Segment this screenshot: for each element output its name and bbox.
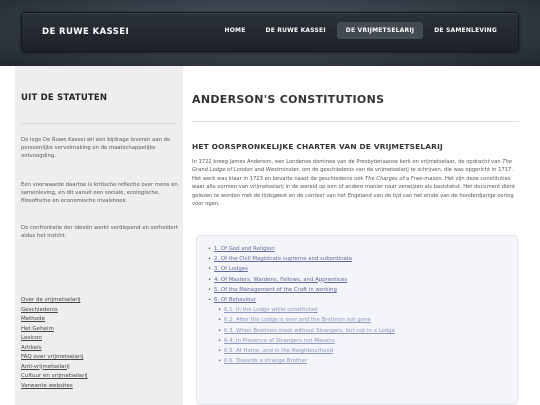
sidebar-link-faq[interactable]: FAQ over vrijmetselarij: [21, 354, 84, 360]
sidebar-link-item: [21, 334, 88, 344]
toc-item: • 4. Of Masters, Wardens, Fellows, and Apprentices: [208, 276, 348, 283]
toc-item: • 6. Of Behaviour: [208, 297, 257, 304]
main-nav: [214, 22, 506, 39]
sidebar-link-het-geheim[interactable]: Het Geheim: [21, 325, 54, 332]
toc-link[interactable]: 5. Of the Management of the Craft in working: [214, 286, 337, 293]
toc-sublink[interactable]: 6.5. At Home, and in the Neighbourhood: [224, 348, 334, 355]
toc-list: [208, 244, 395, 366]
toc-link[interactable]: 2. Of the Civil Magistrate supreme and subordinate: [214, 256, 353, 263]
toc-subitem: • 6.6. Towards a strange Brother: [218, 358, 307, 365]
sidebar-link-cultuur[interactable]: Cultuur en vrijmetselarij: [21, 373, 88, 379]
toc-subitem: • 6.3. When Brethren meet without Strangers, but not in a Lodge: [218, 327, 395, 334]
toc-subitem: • 6.1. In the Lodge while constituted: [218, 307, 318, 314]
intro-emphasis: The Charges of a Free-mason: [365, 175, 442, 182]
toc-link[interactable]: 6. Of Behaviour: [214, 297, 257, 304]
sidebar: [15, 66, 183, 405]
toc-subitem: • 6.5. At Home, and in the Neighbourhood: [218, 348, 334, 355]
toc-item: • 5. Of the Management of the Craft in working: [208, 286, 337, 293]
sidebar-link-item: [21, 382, 88, 392]
sidebar-title: UIT DE STATUTEN: [21, 93, 108, 103]
toc-sublink[interactable]: 6.1. In the Lodge while constituted: [224, 307, 318, 314]
nav-item-de-samenleving[interactable]: DE SAMENLEVING: [434, 27, 497, 34]
intro-text: In 1722 kreeg James Anderson, een Londense dominee van de Presbyteriaanse kerk en vrijmetselaar, de opdracht van: [192, 159, 503, 165]
sidebar-link-item: [21, 315, 88, 325]
sidebar-link-geschiedenis[interactable]: Geschiedenis: [21, 306, 58, 313]
sidebar-link-methode[interactable]: Methode: [21, 316, 46, 322]
sidebar-divider: [21, 123, 177, 124]
site-brand[interactable]: DE RUWE KASSEI: [42, 27, 130, 37]
toc-link[interactable]: 4. Of Masters, Wardens, Fellows, and Apprentices: [214, 276, 348, 283]
sidebar-link-item: [21, 363, 88, 373]
navbar: [21, 12, 519, 52]
toc-link[interactable]: 1. Of God and Religion: [214, 246, 275, 252]
toc-item: • 1. Of God and Religion: [208, 246, 275, 252]
title-divider: [192, 121, 519, 122]
sidebar-link-item: [21, 372, 88, 382]
toc-link[interactable]: 3. Of Lodges: [214, 266, 248, 273]
toc-item: • 2. Of the Civil Magistrate supreme and subordinate: [208, 256, 353, 263]
sidebar-link-item: [21, 296, 88, 306]
sidebar-link-item: [21, 306, 88, 316]
toc-item: • 3. Of Lodges: [208, 266, 248, 273]
sidebar-paragraph: De loge De Ruwe Kassei wil een bijdrage leveren aan de persoonlijke vervolmaking en de maatschappelijke ontvoogding.: [21, 137, 171, 159]
intro-text: , om de geschiedenis van de vrijmetselarij te schrijven, die was opgericht in 1717. Het werk was klaar in 1723 en bevatte naast de geschiedenis ook: [192, 167, 513, 182]
sidebar-link-artikels[interactable]: Artikels: [21, 344, 42, 351]
table-of-contents: [196, 235, 518, 405]
sidebar-link-over-de-vrijmetselarij[interactable]: Over de vrijmetselarij: [21, 297, 81, 303]
intro-emphasis: The Grand Lodge of London and Westminster: [192, 159, 512, 174]
sidebar-link-anti-vrijmetselarij[interactable]: Anti-vrijmetselarij: [21, 363, 70, 370]
main-content: [192, 66, 527, 405]
sidebar-link-item: [21, 353, 88, 363]
sidebar-paragraph: De confrontatie der ideeën werkt verdiepend en verheldert aldus het inzicht.: [21, 225, 178, 239]
sidebar-link-item: [21, 325, 88, 335]
toc-sublink[interactable]: 6.2. After the Lodge is over and the Brethren not gone: [224, 317, 371, 324]
sidebar-link-verwante-websites[interactable]: Verwante websites: [21, 382, 73, 389]
sidebar-link-item: [21, 344, 88, 354]
intro-text: . Het zijn deze constituties waar alle vormen van vrijmetselarij in de wereld op een of andere manier naar verwijzen als basistekst. Het document dient gelezen te worden met de tijdsgeest en de context van het Engeland van de tijd van het einde van de honderdjarige oorlog voor ogen.: [192, 175, 516, 208]
toc-subitem: • 6.4. In Presence of Strangers not Masons: [218, 337, 335, 344]
toc-sublink[interactable]: 6.3. When Brethren meet without Strangers, but not in a Lodge: [224, 327, 395, 334]
section-title: HET OORSPRONKELIJKE CHARTER VAN DE VRIJMETSELARIJ: [192, 142, 443, 151]
sidebar-link-lexicon[interactable]: Lexicon: [21, 335, 42, 341]
site-header: [0, 0, 540, 66]
nav-item-home[interactable]: HOME: [224, 27, 246, 34]
sidebar-links: [21, 296, 88, 391]
toc-sublink[interactable]: 6.4. In Presence of Strangers not Masons: [224, 337, 335, 344]
intro-paragraph: [192, 158, 522, 209]
nav-item-de-ruwe-kassei[interactable]: DE RUWE KASSEI: [265, 27, 326, 34]
toc-sublink[interactable]: 6.6. Towards a strange Brother: [224, 358, 307, 365]
page-title: ANDERSON'S CONSTITUTIONS: [192, 93, 385, 106]
nav-item-de-vrijmetselarij[interactable]: DE VRIJMETSELARIJ: [337, 22, 423, 39]
sidebar-paragraph: Een voorwaarde daartoe is kritische reflectie over mens en samenleving, en dit vanuit een sociale, ecologische, filosofische en economische invalshoek.: [21, 182, 178, 204]
toc-subitem: • 6.2. After the Lodge is over and the Brethren not gone: [218, 317, 371, 324]
